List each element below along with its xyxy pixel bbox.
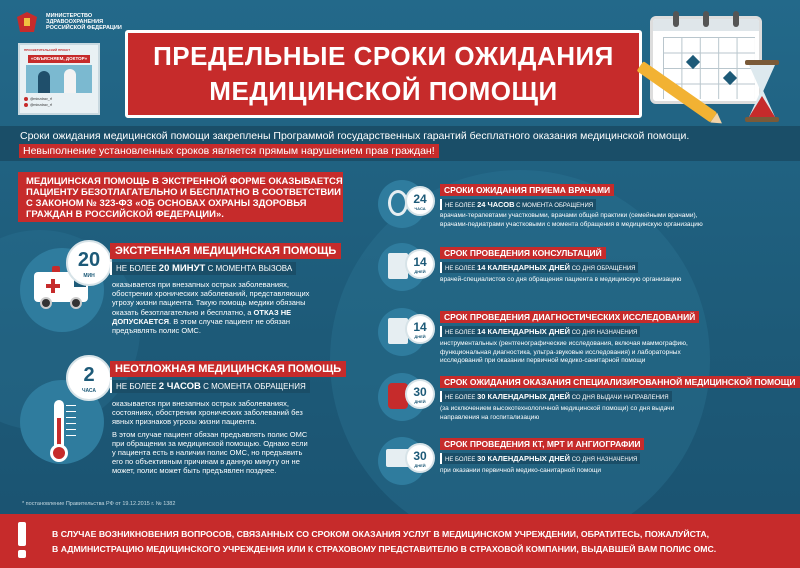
social-icon <box>24 97 28 101</box>
urgent-limit <box>110 380 310 393</box>
title-line-1: ПРЕДЕЛЬНЫЕ СРОКИ ОЖИДАНИЯ <box>153 41 614 71</box>
right-item-limit: НЕ БОЛЕЕ 14 КАЛЕНДАРНЫХ ДНЕЙ СО ДНЯ ОБРАЩЕНИЯ <box>440 262 638 273</box>
intro-text: Сроки ожидания медицинской помощи закреплены Программой государственных гарантий бесплатного оказания медицинской помощи. <box>20 130 690 142</box>
right-item-description: инструментальных (рентгенографические исследования, включая маммографию, функциональная диагностика, ультра-звуковые исследования) и лабораторных исследований при оказании первичной медико-санитарной помощи <box>440 340 688 364</box>
badge-number: 24 <box>413 192 427 206</box>
law-line: МЕДИЦИНСКАЯ ПОМОЩЬ В ЭКСТРЕННОЙ ФОРМЕ ОКАЗЫВАЕТСЯ <box>26 176 343 187</box>
project-poster <box>18 43 100 115</box>
poster-figure-icon <box>38 71 50 93</box>
right-item-description: врачей-специалистов со дня обращения пациента в медицинскую организацию <box>440 276 682 283</box>
footnote: * постановление Правительства РФ от 19.12.2015 г. № 1382 <box>22 501 176 507</box>
thermometer-scale <box>66 405 76 441</box>
limit-suffix: С МОМЕНТА ОБРАЩЕНИЯ <box>203 382 306 391</box>
right-item-title: СРОКИ ОЖИДАНИЯ ПРИЕМА ВРАЧАМИ <box>440 184 614 196</box>
badge-number: 30 <box>413 385 427 399</box>
badge-unit: ДНЕЙ <box>414 463 426 468</box>
poster-image <box>26 65 92 93</box>
wheel-icon <box>40 297 52 309</box>
badge-unit: ДНЕЙ <box>414 334 426 339</box>
badge-number: 14 <box>413 320 427 334</box>
badge-unit: ЧАСА <box>81 388 97 394</box>
badge-unit: ДНЕЙ <box>414 399 426 404</box>
emergency-time-badge <box>66 240 112 286</box>
urgent-description: оказывается при внезапных острых заболеваниях, состояниях, обострении хронических заболеваний без явных признаков угрозы жизни пациента. В этом случае пациент обязан предъявлять полис ОМС при обращении за медицинской помощью. Однако если у пациента есть в наличии полис ОМС, но предъявить его по объективным причинам в данную минуту он не может, полис может быть предъявлен позднее. <box>112 399 308 476</box>
right-item-description: врачами-терапевтами участковыми, врачами общей практики (семейными врачами), врачами-педиатрами участковыми с момента обращения в медицинскую организацию <box>440 212 703 228</box>
badge-unit: ЧАСА <box>414 206 426 211</box>
thermometer-bulb <box>50 444 68 462</box>
right-item-description: (за исключением высокотехнологичной медицинской помощи) со дня выдачи направления на госпитализацию <box>440 405 675 421</box>
badge-number: 2 <box>83 364 95 386</box>
social-icon <box>24 103 28 107</box>
badge-number: 30 <box>413 449 427 463</box>
right-item-title: СРОК ОЖИДАНИЯ ОКАЗАНИЯ СПЕЦИАЛИЗИРОВАННОЙ МЕДИЦИНСКОЙ ПОМОЩИ <box>440 376 800 388</box>
coat-of-arms-icon <box>14 10 40 34</box>
right-item-title: СРОК ПРОВЕДЕНИЯ КТ, МРТ И АНГИОГРАФИИ <box>440 438 644 450</box>
badge-unit: МИН <box>83 273 95 279</box>
right-badge <box>405 443 435 473</box>
badge-number: 20 <box>77 249 101 271</box>
poster-title: «ОБЪЯСНЯЕМ, ДОКТОР» <box>28 55 90 63</box>
emergency-limit <box>110 262 296 275</box>
limit-prefix: НЕ БОЛЕЕ <box>116 264 157 273</box>
poster-top-text: ПРОСВЕТИТЕЛЬСКИЙ ПРОЕКТ <box>24 48 71 52</box>
ministry-name: МИНИСТЕРСТВО ЗДРАВООХРАНЕНИЯ РОССИЙСКОЙ ФЕДЕРАЦИИ <box>46 13 122 31</box>
emergency-description: оказывается при внезапных острых заболеваниях, обострении хронических заболеваний, представляющих угрозу жизни пациента. Такую помощь медики обязаны оказать безотлагательно и бесплатно, а ОТКАЗ НЕ ДОПУСКАЕТСЯ. В этом случае пациент не обязан предъявлять полис ОМС. <box>112 280 310 336</box>
law-line: С ЗАКОНОМ № 323-ФЗ «ОБ ОСНОВАХ ОХРАНЫ ЗДОРОВЬЯ <box>26 198 307 209</box>
page-title <box>125 30 642 118</box>
urgent-title: НЕОТЛОЖНАЯ МЕДИЦИНСКАЯ ПОМОЩЬ <box>110 361 346 377</box>
contact-line: В СЛУЧАЕ ВОЗНИКНОВЕНИЯ ВОПРОСОВ, СВЯЗАННЫХ СО СРОКОМ ОКАЗАНИЯ УСЛУГ В МЕДИЦИНСКОМ УЧРЕЖДЕНИИ, ОБРАТИТЕСЬ, ПОЖАЛУЙСТА, <box>52 529 710 539</box>
medical-cross-icon <box>46 279 60 293</box>
limit-value: 20 МИНУТ <box>158 263 206 274</box>
poster-doctor-icon <box>64 69 76 93</box>
emergency-title: ЭКСТРЕННАЯ МЕДИЦИНСКАЯ ПОМОЩЬ <box>110 243 341 259</box>
right-item-limit: НЕ БОЛЕЕ 14 КАЛЕНДАРНЫХ ДНЕЙ СО ДНЯ НАЗНАЧЕНИЯ <box>440 326 640 337</box>
intro-warning: Невыполнение установленных сроков является прямым нарушением прав граждан! <box>19 144 439 158</box>
right-item-title: СРОК ПРОВЕДЕНИЯ КОНСУЛЬТАЦИЙ <box>440 247 606 259</box>
limit-suffix: С МОМЕНТА ВЫЗОВА <box>207 264 293 273</box>
emergency-law-box <box>18 172 343 222</box>
law-line: ГРАЖДАН В РОССИЙСКОЙ ФЕДЕРАЦИИ». <box>26 209 224 220</box>
right-item-title: СРОК ПРОВЕДЕНИЯ ДИАГНОСТИЧЕСКИХ ИССЛЕДОВАНИЙ <box>440 311 699 323</box>
contact-banner <box>0 514 800 568</box>
urgent-time-badge <box>66 355 112 401</box>
limit-prefix: НЕ БОЛЕЕ <box>116 382 157 391</box>
right-badge <box>405 314 435 344</box>
title-line-2: МЕДИЦИНСКОЙ ПОМОЩИ <box>209 76 558 106</box>
poster-social-line: @minzdrav_rf <box>30 103 52 107</box>
law-line: ПАЦИЕНТУ БЕЗОТЛАГАТЕЛЬНО И БЕСПЛАТНО В СООТВЕТСТВИИ <box>26 187 341 198</box>
right-badge <box>405 379 435 409</box>
poster-social-line: @minzdrav_rf <box>30 97 52 101</box>
right-item-limit: НЕ БОЛЕЕ 30 КАЛЕНДАРНЫХ ДНЕЙ СО ДНЯ ВЫДАЧИ НАПРАВЛЕНИЯ <box>440 391 672 402</box>
right-item-limit: НЕ БОЛЕЕ 24 ЧАСОВ С МОМЕНТА ОБРАЩЕНИЯ <box>440 199 596 210</box>
limit-value: 2 ЧАСОВ <box>158 381 201 392</box>
right-item-limit: НЕ БОЛЕЕ 30 КАЛЕНДАРНЫХ ДНЕЙ СО ДНЯ НАЗНАЧЕНИЯ <box>440 453 640 464</box>
badge-number: 14 <box>413 255 427 269</box>
right-badge <box>405 186 435 216</box>
right-badge <box>405 249 435 279</box>
hourglass-icon <box>745 60 779 122</box>
badge-unit: ДНЕЙ <box>414 269 426 274</box>
exclamation-icon <box>14 522 30 560</box>
right-item-description: при оказании первичной медико-санитарной помощи <box>440 467 601 474</box>
ministry-logo <box>14 10 126 34</box>
contact-line: В АДМИНИСТРАЦИЮ МЕДИЦИНСКОГО УЧРЕЖДЕНИЯ ИЛИ К СТРАХОВОМУ ПРЕДСТАВИТЕЛЮ В СТРАХОВОЙ КОМПАНИИ, ВЫДАВШЕЙ ВАМ ПОЛИС ОМС. <box>52 544 717 554</box>
intro-strip <box>0 126 800 161</box>
wheel-icon <box>70 297 82 309</box>
